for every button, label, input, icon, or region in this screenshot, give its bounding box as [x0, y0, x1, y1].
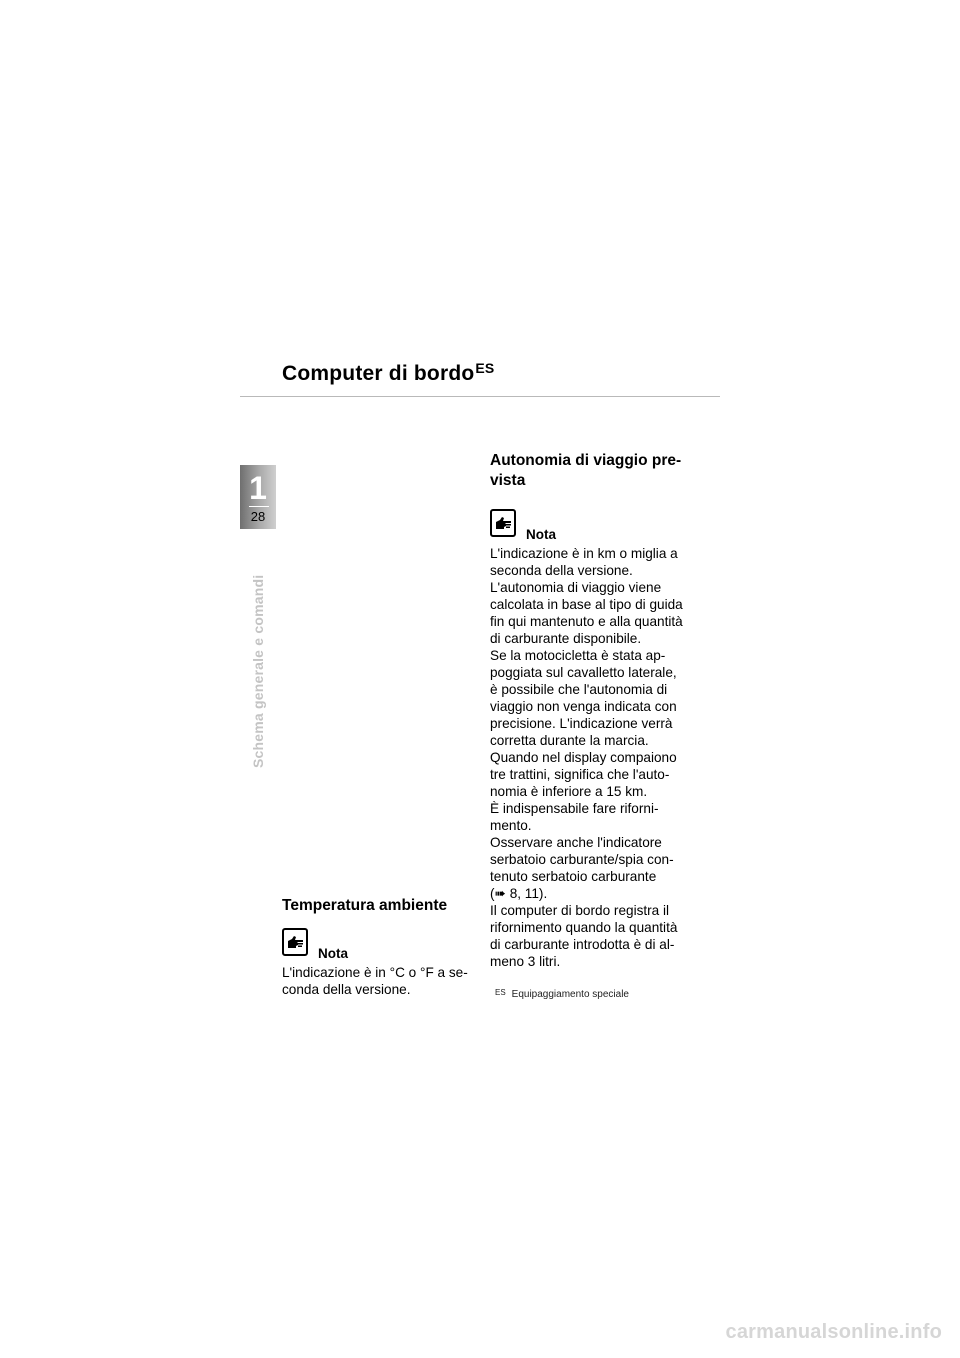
left-column — [282, 896, 477, 998]
ambient-temperature-heading: Temperatura ambiente — [282, 897, 448, 914]
note-block — [490, 509, 690, 545]
ambient-temperature-text: L'indicazione è in °C o °F a se- conda della versione. — [282, 965, 468, 997]
page-number: 28 — [250, 509, 266, 524]
right-column — [490, 451, 690, 970]
range-text: L'indicazione è in km o miglia a seconda della versione. L'autonomia di viaggio viene calcolata in base al tipo di guida fin qui mantenuto e alla quantità di carburante disponibile. Se la motocicletta è stata ap- poggiata sul cavalletto laterale, è possibile che l'autonomia di viaggio non venga indicata con precisione. L'indicazione verrà corretta durante la marcia. Quando nel display compaiono tre trattini, significa che l'auto- nomia è inferiore a 15 km. È indispensabile fare riforni- mento. Osservare anche l'indicatore serbatoio carburante/spia con- tenuto serbatoio carburante (➠ 8, 11). Il computer di bordo registra il rifornimento quando la quantità di carburante introdotta è di al- meno 3 litri. — [490, 546, 683, 969]
footnote-text: Equipaggiamento speciale — [511, 989, 629, 1000]
title-divider — [240, 396, 720, 397]
watermark: carmanualsonline.info — [725, 1321, 942, 1343]
footnote — [495, 988, 629, 1000]
note-hand-icon — [282, 928, 308, 956]
range-heading: Autonomia di viaggio pre- vista — [490, 452, 682, 489]
chapter-tab — [240, 465, 276, 529]
page-title — [282, 362, 494, 386]
note-block — [282, 928, 477, 964]
chapter-tab-divider — [249, 506, 269, 507]
title-superscript: ES — [475, 360, 495, 376]
chapter-number: 1 — [249, 470, 267, 506]
note-hand-icon — [490, 509, 516, 537]
footnote-mark: ES — [495, 988, 506, 997]
note-title: Nota — [526, 527, 556, 542]
note-title: Nota — [318, 946, 348, 961]
page-title-text: Computer di bordo — [282, 362, 475, 385]
section-label-container: Schema generale e comandi — [250, 574, 266, 768]
